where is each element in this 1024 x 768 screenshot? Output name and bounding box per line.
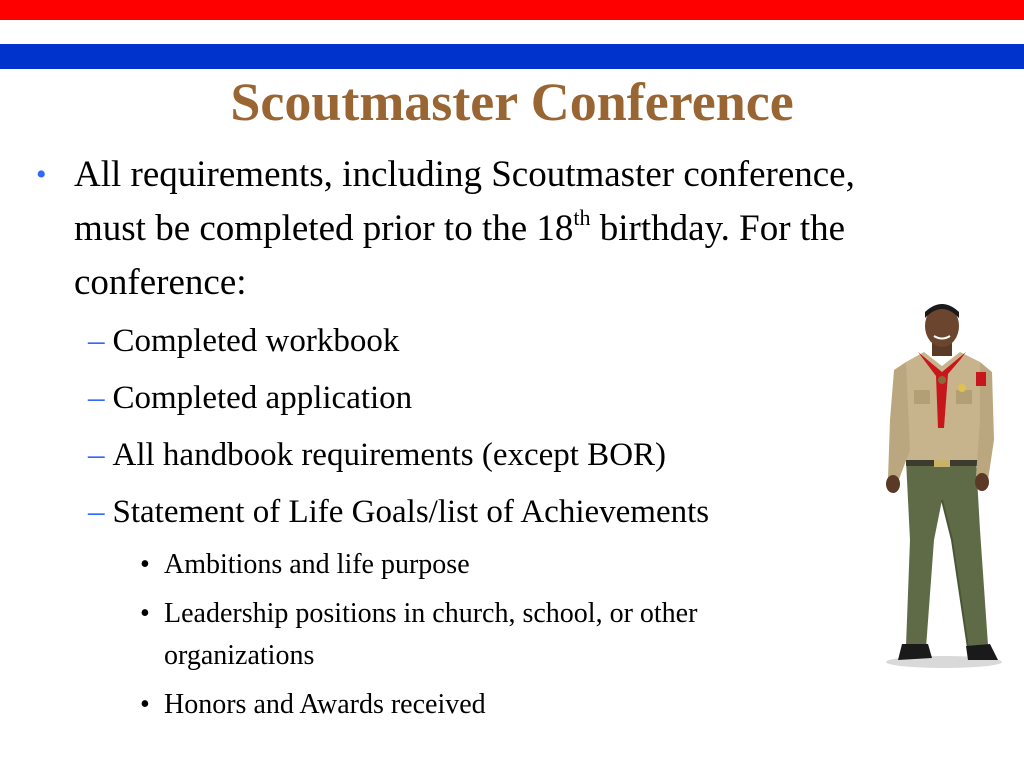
bullet-icon: • bbox=[140, 598, 150, 629]
sub-item-4 bbox=[88, 492, 709, 532]
sub-item-text: Completed workbook bbox=[112, 323, 400, 359]
sub-item-text: Statement of Life Goals/list of Achievements bbox=[112, 494, 710, 530]
dash-icon: – bbox=[88, 323, 105, 359]
sub-sub-item-text: Leadership positions in church, school, or other organizations bbox=[164, 598, 698, 671]
dash-icon: – bbox=[88, 437, 105, 473]
sub-sub-item-3 bbox=[140, 684, 840, 726]
sub-item-text: Completed application bbox=[112, 380, 413, 416]
bullet-icon: • bbox=[140, 549, 150, 580]
dash-icon: – bbox=[88, 380, 105, 416]
main-bullet-text: All requirements, including Scoutmaster conference, must be completed prior to the 18th birthday. For the conference: bbox=[74, 154, 855, 303]
scout-photo-icon bbox=[876, 300, 1006, 672]
sub-sub-item-2 bbox=[140, 593, 840, 677]
sub-item-text: All handbook requirements (except BOR) bbox=[112, 437, 667, 473]
dash-icon: – bbox=[88, 494, 105, 530]
bullet-icon: • bbox=[36, 158, 47, 191]
sub-item-1 bbox=[88, 321, 399, 361]
main-bullet bbox=[36, 148, 856, 310]
sub-item-3 bbox=[88, 435, 666, 475]
sub-sub-item-text: Honors and Awards received bbox=[164, 689, 486, 720]
sub-sub-item-text: Ambitions and life purpose bbox=[164, 549, 470, 580]
bullet-icon: • bbox=[140, 689, 150, 720]
sub-item-2 bbox=[88, 378, 412, 418]
sub-sub-item-1 bbox=[140, 544, 840, 586]
slide-title: Scoutmaster Conference bbox=[230, 72, 794, 132]
